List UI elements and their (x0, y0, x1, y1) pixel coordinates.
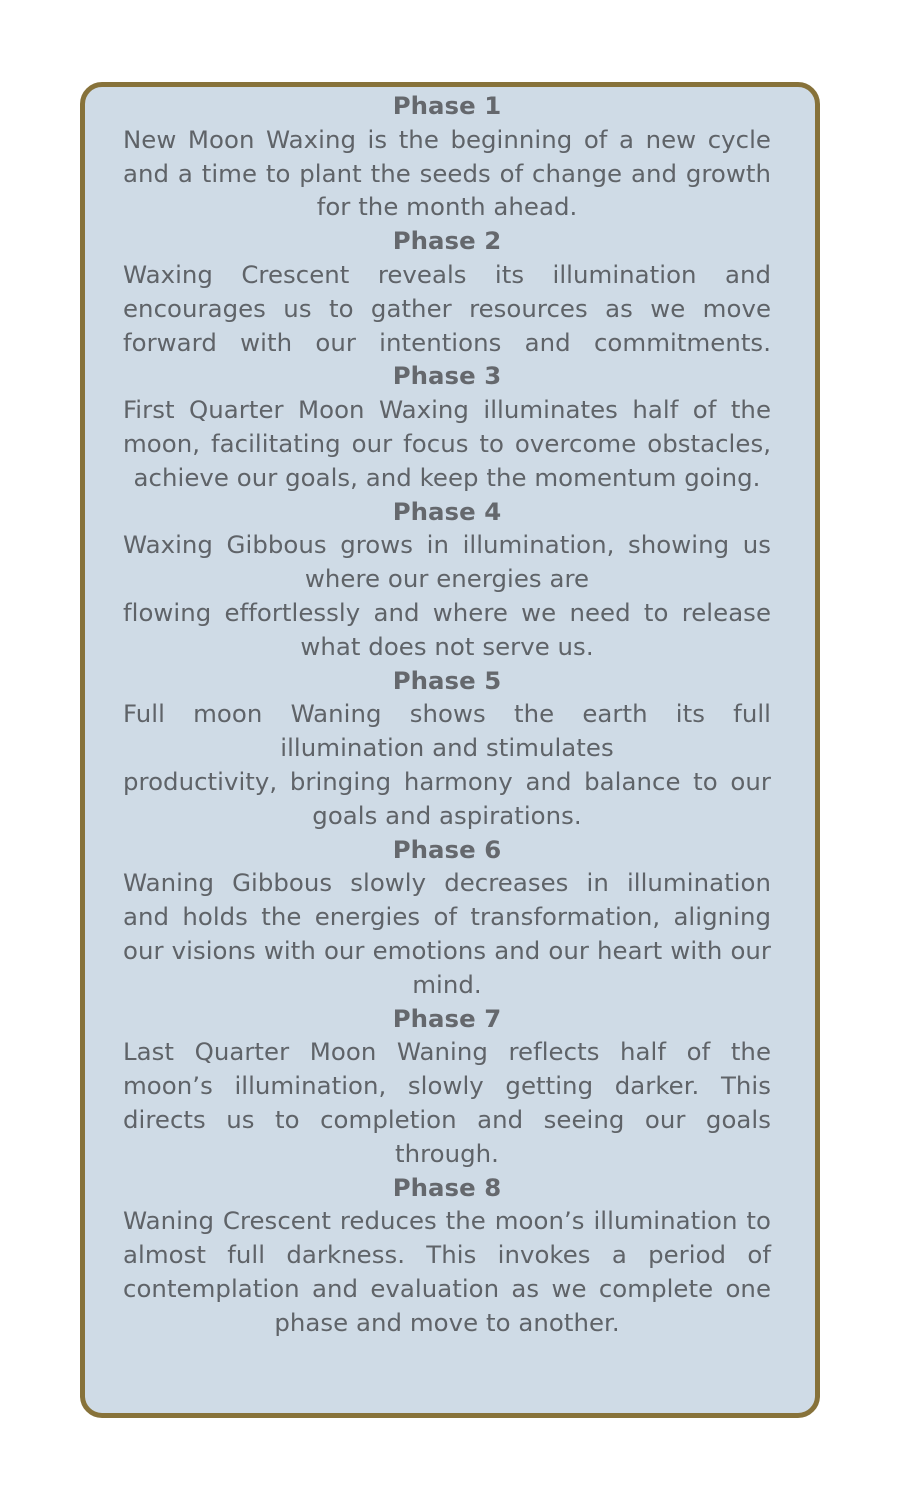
phase-heading: Phase 2 (392, 226, 502, 256)
phase-description: flowing effortlessly and where we need to release what does not serve us. (123, 597, 771, 661)
phase-description: Waning Crescent reduces the moon’s illumination to almost full darkness. This invokes a period of contemplation and evaluation as we complete one phase and move to another. (123, 1206, 771, 1337)
phase-description: New Moon Waxing is the beginning of a new cycle and a time to plant the seeds of change and growth for the month ahead. (123, 124, 771, 222)
phase-description: Full moon Waning shows the earth its full illumination and stimulates (123, 699, 771, 763)
phase-description: Waning Gibbous slowly decreases in illumination and holds the energies of transformation, aligning our visions with our emotions and our heart with our mind. (123, 868, 771, 999)
phase-heading: Phase 8 (392, 1172, 502, 1202)
phase-description (123, 258, 771, 393)
phase-description: Last Quarter Moon Waning reflects half of the moon’s illumination, slowly getting darker. This directs us to completion and seeing our goals through. (123, 1037, 771, 1168)
phase-description: First Quarter Moon Waxing illuminates half of the moon, facilitating our focus to overcome obstacles, achieve our goals, and keep the momentum going. (123, 395, 771, 492)
phase-heading: Phase 6 (392, 834, 502, 864)
phase-heading: Phase 7 (392, 1003, 502, 1033)
moon-phases-content (123, 89, 771, 1339)
phase-heading: Phase 3 (392, 361, 502, 391)
phase-heading: Phase 4 (392, 496, 502, 526)
phase-description: productivity, bringing harmony and balance to our goals and aspirations. (123, 766, 771, 830)
phase-description-text: Waxing Crescent reveals its illumination and encourages us to gather resources as we move forward with our intentions and commitments. (123, 259, 771, 357)
phase-description: Waxing Gibbous grows in illumination, showing us where our energies are (123, 530, 771, 594)
phase-heading: Phase 1 (392, 91, 502, 120)
phase-heading: Phase 5 (392, 665, 502, 695)
